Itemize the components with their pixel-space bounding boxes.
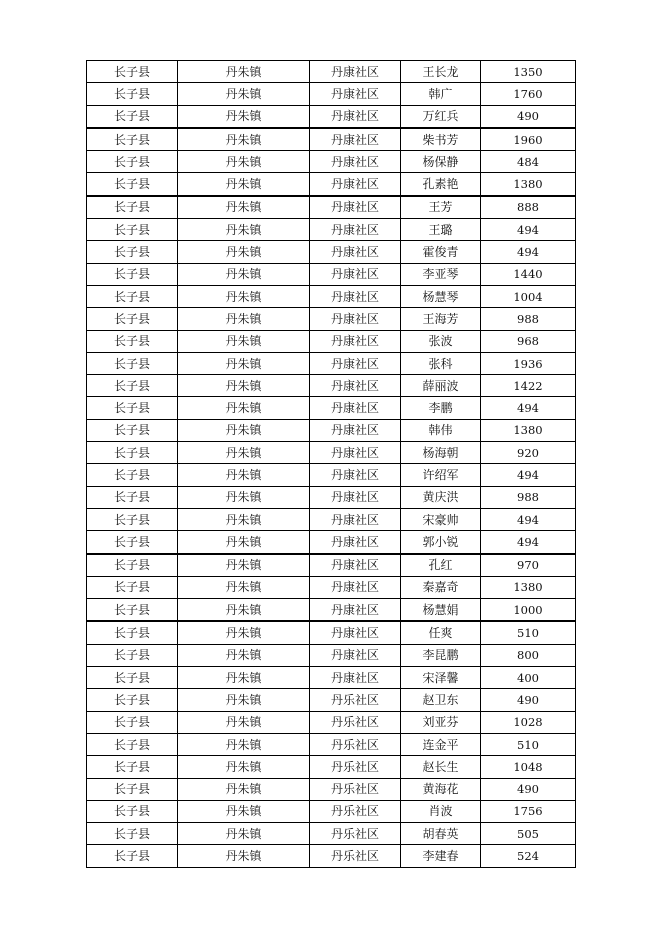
- amount-cell: 494: [481, 508, 576, 530]
- name-cell: 宋豪帅: [401, 508, 481, 530]
- county-cell: 长子县: [87, 800, 178, 822]
- town-cell: 丹朱镇: [178, 554, 310, 577]
- table-row: [87, 667, 576, 689]
- table-row: [87, 330, 576, 352]
- name-cell: 杨慧琴: [401, 285, 481, 307]
- county-cell: 长子县: [87, 733, 178, 755]
- town-cell: 丹朱镇: [178, 196, 310, 219]
- community-cell: 丹康社区: [310, 508, 401, 530]
- amount-cell: 494: [481, 241, 576, 263]
- name-cell: 肖波: [401, 800, 481, 822]
- table-row: [87, 621, 576, 644]
- amount-cell: 400: [481, 667, 576, 689]
- name-cell: 任爽: [401, 621, 481, 644]
- county-cell: 长子县: [87, 263, 178, 285]
- town-cell: 丹朱镇: [178, 531, 310, 554]
- county-cell: 长子县: [87, 667, 178, 689]
- name-cell: 黄海花: [401, 778, 481, 800]
- table-row: [87, 173, 576, 196]
- name-cell: 孔红: [401, 554, 481, 577]
- table-row: [87, 823, 576, 845]
- amount-cell: 1756: [481, 800, 576, 822]
- amount-cell: 1760: [481, 83, 576, 105]
- name-cell: 杨保静: [401, 151, 481, 173]
- county-cell: 长子县: [87, 105, 178, 128]
- table-row: [87, 644, 576, 666]
- amount-cell: 1380: [481, 576, 576, 598]
- county-cell: 长子县: [87, 621, 178, 644]
- name-cell: 薛丽波: [401, 375, 481, 397]
- town-cell: 丹朱镇: [178, 823, 310, 845]
- name-cell: 孔素艳: [401, 173, 481, 196]
- community-cell: 丹康社区: [310, 105, 401, 128]
- town-cell: 丹朱镇: [178, 486, 310, 508]
- county-cell: 长子县: [87, 241, 178, 263]
- community-cell: 丹康社区: [310, 173, 401, 196]
- county-cell: 长子县: [87, 330, 178, 352]
- county-cell: 长子县: [87, 531, 178, 554]
- community-cell: 丹康社区: [310, 128, 401, 151]
- county-cell: 长子县: [87, 756, 178, 778]
- table-row: [87, 285, 576, 307]
- community-cell: 丹康社区: [310, 419, 401, 441]
- table-row: [87, 308, 576, 330]
- county-cell: 长子县: [87, 486, 178, 508]
- amount-cell: 494: [481, 531, 576, 554]
- county-cell: 长子县: [87, 219, 178, 241]
- table-row: [87, 508, 576, 530]
- county-cell: 长子县: [87, 308, 178, 330]
- community-cell: 丹乐社区: [310, 733, 401, 755]
- town-cell: 丹朱镇: [178, 756, 310, 778]
- county-cell: 长子县: [87, 554, 178, 577]
- table-row: [87, 196, 576, 219]
- county-cell: 长子县: [87, 128, 178, 151]
- community-cell: 丹乐社区: [310, 689, 401, 711]
- table-row: [87, 599, 576, 622]
- table-body: [87, 61, 576, 868]
- town-cell: 丹朱镇: [178, 419, 310, 441]
- community-cell: 丹康社区: [310, 621, 401, 644]
- name-cell: 张科: [401, 352, 481, 374]
- table-row: [87, 241, 576, 263]
- community-cell: 丹康社区: [310, 464, 401, 486]
- town-cell: 丹朱镇: [178, 508, 310, 530]
- community-cell: 丹康社区: [310, 263, 401, 285]
- amount-cell: 800: [481, 644, 576, 666]
- county-cell: 长子县: [87, 419, 178, 441]
- county-cell: 长子县: [87, 375, 178, 397]
- community-cell: 丹康社区: [310, 219, 401, 241]
- table-row: [87, 464, 576, 486]
- name-cell: 宋泽馨: [401, 667, 481, 689]
- name-cell: 王长龙: [401, 61, 481, 83]
- town-cell: 丹朱镇: [178, 621, 310, 644]
- county-cell: 长子县: [87, 352, 178, 374]
- amount-cell: 1960: [481, 128, 576, 151]
- name-cell: 杨慧娟: [401, 599, 481, 622]
- name-cell: 李建春: [401, 845, 481, 867]
- county-cell: 长子县: [87, 173, 178, 196]
- county-cell: 长子县: [87, 285, 178, 307]
- amount-cell: 970: [481, 554, 576, 577]
- amount-cell: 1004: [481, 285, 576, 307]
- name-cell: 王芳: [401, 196, 481, 219]
- town-cell: 丹朱镇: [178, 464, 310, 486]
- town-cell: 丹朱镇: [178, 733, 310, 755]
- data-table: [86, 60, 576, 868]
- name-cell: 万红兵: [401, 105, 481, 128]
- name-cell: 连金平: [401, 733, 481, 755]
- town-cell: 丹朱镇: [178, 845, 310, 867]
- amount-cell: 1936: [481, 352, 576, 374]
- table-row: [87, 733, 576, 755]
- table-row: [87, 845, 576, 867]
- community-cell: 丹康社区: [310, 352, 401, 374]
- name-cell: 李亚琴: [401, 263, 481, 285]
- amount-cell: 888: [481, 196, 576, 219]
- town-cell: 丹朱镇: [178, 442, 310, 464]
- community-cell: 丹康社区: [310, 375, 401, 397]
- table-row: [87, 711, 576, 733]
- community-cell: 丹康社区: [310, 554, 401, 577]
- community-cell: 丹乐社区: [310, 845, 401, 867]
- table-row: [87, 531, 576, 554]
- town-cell: 丹朱镇: [178, 375, 310, 397]
- county-cell: 长子县: [87, 823, 178, 845]
- town-cell: 丹朱镇: [178, 128, 310, 151]
- county-cell: 长子县: [87, 644, 178, 666]
- town-cell: 丹朱镇: [178, 173, 310, 196]
- town-cell: 丹朱镇: [178, 285, 310, 307]
- community-cell: 丹康社区: [310, 531, 401, 554]
- county-cell: 长子县: [87, 61, 178, 83]
- town-cell: 丹朱镇: [178, 219, 310, 241]
- community-cell: 丹康社区: [310, 667, 401, 689]
- community-cell: 丹康社区: [310, 285, 401, 307]
- community-cell: 丹乐社区: [310, 823, 401, 845]
- community-cell: 丹康社区: [310, 196, 401, 219]
- name-cell: 李鹏: [401, 397, 481, 419]
- amount-cell: 1422: [481, 375, 576, 397]
- community-cell: 丹康社区: [310, 241, 401, 263]
- amount-cell: 1380: [481, 419, 576, 441]
- name-cell: 杨海朝: [401, 442, 481, 464]
- town-cell: 丹朱镇: [178, 241, 310, 263]
- table-row: [87, 375, 576, 397]
- name-cell: 黄庆洪: [401, 486, 481, 508]
- community-cell: 丹乐社区: [310, 800, 401, 822]
- community-cell: 丹康社区: [310, 397, 401, 419]
- table-row: [87, 83, 576, 105]
- county-cell: 长子县: [87, 711, 178, 733]
- table-row: [87, 576, 576, 598]
- county-cell: 长子县: [87, 464, 178, 486]
- amount-cell: 494: [481, 397, 576, 419]
- amount-cell: 1440: [481, 263, 576, 285]
- community-cell: 丹康社区: [310, 308, 401, 330]
- amount-cell: 505: [481, 823, 576, 845]
- county-cell: 长子县: [87, 83, 178, 105]
- community-cell: 丹康社区: [310, 83, 401, 105]
- table-row: [87, 756, 576, 778]
- town-cell: 丹朱镇: [178, 352, 310, 374]
- table-row: [87, 554, 576, 577]
- table-row: [87, 105, 576, 128]
- name-cell: 柴书芳: [401, 128, 481, 151]
- town-cell: 丹朱镇: [178, 576, 310, 598]
- table-row: [87, 486, 576, 508]
- town-cell: 丹朱镇: [178, 800, 310, 822]
- name-cell: 韩广: [401, 83, 481, 105]
- table-row: [87, 263, 576, 285]
- town-cell: 丹朱镇: [178, 83, 310, 105]
- amount-cell: 510: [481, 733, 576, 755]
- community-cell: 丹康社区: [310, 576, 401, 598]
- table-row: [87, 352, 576, 374]
- community-cell: 丹乐社区: [310, 711, 401, 733]
- town-cell: 丹朱镇: [178, 644, 310, 666]
- community-cell: 丹乐社区: [310, 756, 401, 778]
- county-cell: 长子县: [87, 151, 178, 173]
- community-cell: 丹乐社区: [310, 778, 401, 800]
- town-cell: 丹朱镇: [178, 105, 310, 128]
- amount-cell: 490: [481, 105, 576, 128]
- community-cell: 丹康社区: [310, 442, 401, 464]
- town-cell: 丹朱镇: [178, 599, 310, 622]
- name-cell: 王海芳: [401, 308, 481, 330]
- name-cell: 刘亚芬: [401, 711, 481, 733]
- amount-cell: 920: [481, 442, 576, 464]
- amount-cell: 484: [481, 151, 576, 173]
- name-cell: 胡春英: [401, 823, 481, 845]
- county-cell: 长子县: [87, 508, 178, 530]
- name-cell: 张波: [401, 330, 481, 352]
- amount-cell: 494: [481, 464, 576, 486]
- town-cell: 丹朱镇: [178, 778, 310, 800]
- town-cell: 丹朱镇: [178, 667, 310, 689]
- community-cell: 丹康社区: [310, 644, 401, 666]
- table-row: [87, 689, 576, 711]
- table-row: [87, 397, 576, 419]
- amount-cell: 1350: [481, 61, 576, 83]
- town-cell: 丹朱镇: [178, 330, 310, 352]
- amount-cell: 510: [481, 621, 576, 644]
- county-cell: 长子县: [87, 599, 178, 622]
- table-row: [87, 419, 576, 441]
- county-cell: 长子县: [87, 397, 178, 419]
- community-cell: 丹康社区: [310, 599, 401, 622]
- town-cell: 丹朱镇: [178, 711, 310, 733]
- town-cell: 丹朱镇: [178, 263, 310, 285]
- county-cell: 长子县: [87, 689, 178, 711]
- town-cell: 丹朱镇: [178, 61, 310, 83]
- amount-cell: 988: [481, 486, 576, 508]
- county-cell: 长子县: [87, 442, 178, 464]
- town-cell: 丹朱镇: [178, 151, 310, 173]
- name-cell: 赵卫东: [401, 689, 481, 711]
- name-cell: 赵长生: [401, 756, 481, 778]
- amount-cell: 1028: [481, 711, 576, 733]
- table-row: [87, 778, 576, 800]
- table-row: [87, 128, 576, 151]
- table-row: [87, 151, 576, 173]
- community-cell: 丹康社区: [310, 330, 401, 352]
- community-cell: 丹康社区: [310, 486, 401, 508]
- name-cell: 韩伟: [401, 419, 481, 441]
- amount-cell: 1000: [481, 599, 576, 622]
- amount-cell: 490: [481, 689, 576, 711]
- table-row: [87, 61, 576, 83]
- amount-cell: 1380: [481, 173, 576, 196]
- table-row: [87, 800, 576, 822]
- name-cell: 王璐: [401, 219, 481, 241]
- amount-cell: 494: [481, 219, 576, 241]
- name-cell: 李昆鹏: [401, 644, 481, 666]
- county-cell: 长子县: [87, 576, 178, 598]
- name-cell: 郭小锐: [401, 531, 481, 554]
- amount-cell: 490: [481, 778, 576, 800]
- amount-cell: 1048: [481, 756, 576, 778]
- county-cell: 长子县: [87, 778, 178, 800]
- name-cell: 霍俊青: [401, 241, 481, 263]
- community-cell: 丹康社区: [310, 61, 401, 83]
- amount-cell: 988: [481, 308, 576, 330]
- name-cell: 秦嘉奇: [401, 576, 481, 598]
- town-cell: 丹朱镇: [178, 308, 310, 330]
- table-row: [87, 219, 576, 241]
- amount-cell: 968: [481, 330, 576, 352]
- community-cell: 丹康社区: [310, 151, 401, 173]
- name-cell: 许绍军: [401, 464, 481, 486]
- amount-cell: 524: [481, 845, 576, 867]
- county-cell: 长子县: [87, 845, 178, 867]
- town-cell: 丹朱镇: [178, 689, 310, 711]
- table-row: [87, 442, 576, 464]
- county-cell: 长子县: [87, 196, 178, 219]
- town-cell: 丹朱镇: [178, 397, 310, 419]
